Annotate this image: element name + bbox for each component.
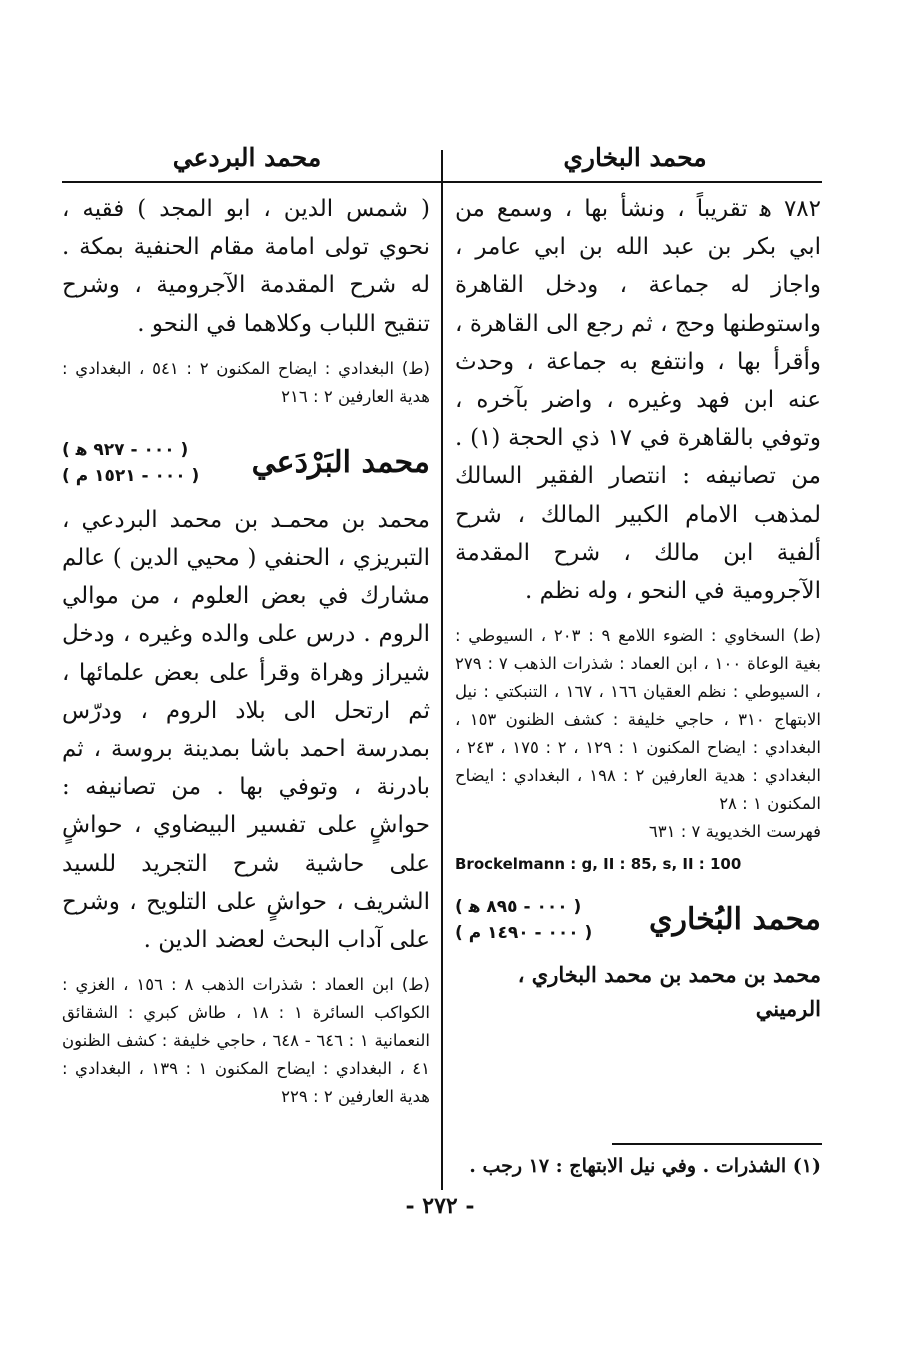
references: (ط) البغدادي : ايضاح المكنون ٢ : ٥٤١ ، البغدادي : هدية العارفين ٢ : ٢١٦ [62,358,430,406]
entry-body-continued: ( شمس الدين ، ابو المجد ) فقيه ، نحوي تولى امامة مقام الحنفية بمكة . له شرح المقدمة الآجرومية ، وشرح تنقيح اللباب وكلاهما في النحو . [62,196,430,337]
column-divider [441,150,443,1190]
references: (ط) ابن العماد : شذرات الذهب ٨ : ١٥٦ ، الغزي : الكواكب السائرة ١ : ١٨ ، طاش كبري : الشقائق النعمانية ١ : ٦٤٦ - ٦٤٨ ، حاجي خليفة : كشف الظنون ٤١ ، البغدادي : ايضاح المكنون ١ : ١٣٩ ، البغدادي : هدية العارفين ٢ : ٢٢٩ [62,975,430,1107]
entry-name: محمد البُخاري [649,902,821,938]
entry-dates [455,894,655,946]
references: (ط) السخاوي : الضوء اللامع ٩ : ٢٠٣ ، السيوطي : بغية الوعاة ١٠٠ ، ابن العماد : شذرات الذهب ٧ : ٢٧٩ ، السيوطي : نظم العقيان ١٦٦ ، ١٦٧ ، التنبكتي : نيل الابتهاج ٣١٠ ، حاجي خليفة : كشف الظنون ١٥٣ ، البغدادي : ايضاح المكنون ١ : ١٢٩ ، ٢ : ١٧٥ ، ٢٤٣ ، البغدادي : هدية العارفين ٢ : ١٩٨ ، البغدادي : ايضاح المكنون ١ : ٢٨ [455,626,821,814]
running-header-right: محمد البخاري [563,143,707,172]
left-column [62,190,430,1111]
page-number: - ٢٧٢ - [405,1193,475,1219]
latin-reference: Brockelmann : g, II : 85, s, II : 100 [455,855,742,874]
footnote: (١) الشذرات . وفي نيل الابتهاج : ١٧ رجب . [469,1155,821,1177]
entry-dates-hijri: ( ٠٠٠ - ٩٢٧ ﻫ ) [62,439,189,460]
entry-body: محمد بن محمـد بن محمد البردعي ، التبريزي ، الحنفي ( محيي الدين ) عالم مشارك في بعض العلوم ، من موالي الروم . درس على والده وغيره ، ودخل شيراز وهراة وقرأ على بعض علمائها ، ثم ارتحل الى بلاد الروم ، ودرّس بمدرسة احمد باشا بمدينة بروسة ، ثم بادرنة ، وتوفي بها . من تصانيفه : حواشٍ على تفسير البيضاوي ، حواشٍ على حاشية شرح التجريد للسيد الشريف ، حواشٍ على التلويح ، وشرح على آداب البحث لعضد الدين . [62,506,430,954]
references-fihrist: فهرست الخديوية ٧ : ٦٣١ [648,822,821,842]
running-header-left: محمد البردعي [172,143,322,172]
entry-dates-gregorian: ( ٠٠٠ - ١٥٢١ م ) [62,465,200,486]
entry-dates-hijri: ( ٠٠٠ - ٨٩٥ ﻫ ) [455,897,582,918]
entry-heading [455,890,821,958]
footnote-rule [612,1143,822,1145]
entry-name: محمد البَرْدَعي [251,444,430,480]
entry-dates [62,437,262,489]
right-column [455,190,821,1026]
entry-body-continued: ٧٨٢ ﻫ تقريباً ، ونشأ بها ، وسمع من ابي بكر بن عبد الله بن ابي عامر ، واجاز له جماعة ، ودخل القاهرة واستوطنها وحج ، ثم رجع الى القاهرة ، وأقرأ بها ، وانتفع به جماعة ، وحدث عنه ابن فهد وغيره ، واضر بآخره ، وتوفي بالقاهرة في ١٧ ذي الحجة (١) . من تصانيفه : انتصار الفقير السالك لمذهب الامام الكبير المالك ، شرح ألفية ابن مالك ، شرح المقدمة الآجرومية في النحو ، وله نظم . [455,196,821,605]
entry-intro: محمد بن محمد بن محمد البخاري ، الرميني [517,962,821,1022]
entry-dates-gregorian: ( ٠٠٠ - ١٤٩٠ م ) [455,923,593,944]
entry-heading [62,433,430,501]
